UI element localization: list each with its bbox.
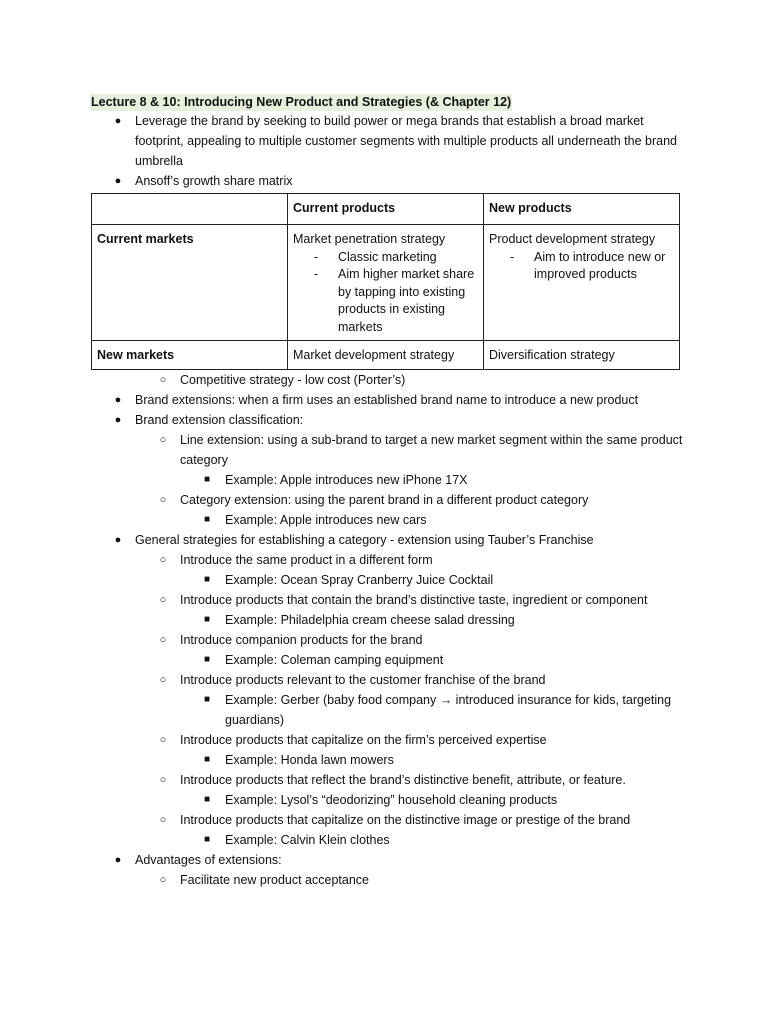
square-bullet-icon: ■ [203,473,211,485]
list-item: ○ Category extension: using the parent brand in a different product category [90,490,690,510]
square-bullet-icon: ■ [203,793,211,805]
square-bullet-icon: ■ [203,693,211,705]
bullet-icon: ● [114,413,122,426]
square-bullet-icon: ■ [203,753,211,765]
list-item: ■ Example: Philadelphia cream cheese salad dressing [90,610,690,630]
classification-list [90,430,690,470]
list-item: ○ Introduce products that capitalize on the distinctive image or prestige of the brand [90,810,690,830]
list-item: ○ Introduce the same product in a different form [90,550,690,570]
page-title: Lecture 8 & 10: Introducing New Product and Strategies (& Chapter 12) [91,95,512,109]
square-bullet-icon: ■ [203,653,211,665]
cell-list [489,249,674,284]
col-header-current-products: Current products [288,194,484,225]
list-item: ○ Introduce products that reflect the brand’s distinctive benefit, attribute, or feature. [90,770,690,790]
circle-bullet-icon: ○ [159,553,167,566]
square-bullet-icon: ■ [203,573,211,585]
list-item: ○ Facilitate new product acceptance [90,870,690,890]
list-item: ■ Example: Gerber (baby food company → introduced insurance for kids, targeting guardians) [90,690,690,730]
cell-title: Product development strategy [489,232,656,246]
bullet-icon: ● [114,533,122,546]
list-item: ● Brand extensions: when a firm uses an established brand name to introduce a new product [90,390,690,410]
circle-bullet-icon: ○ [159,373,167,386]
table-header-row [92,194,680,225]
circle-bullet-icon: ○ [159,773,167,786]
row-header-new-markets: New markets [92,341,288,370]
list-item: - Classic marketing [293,249,478,267]
list-item: ■ Example: Apple introduces new cars [90,510,690,530]
table-cell: Market development strategy [288,341,484,370]
table-row [92,341,680,370]
table-cell [484,225,680,341]
row-header-current-markets: Current markets [92,225,288,341]
list-item: ■ Example: Calvin Klein clothes [90,830,690,850]
cell-title: Market penetration strategy [293,232,446,246]
main-list [90,390,690,430]
list-item: ○ Competitive strategy - low cost (Porter’s) [90,370,690,390]
list-item: ■ Example: Coleman camping equipment [90,650,690,670]
document-page [90,94,690,890]
circle-bullet-icon: ○ [159,433,167,446]
square-bullet-icon: ■ [203,513,211,525]
list-item: ● Brand extension classification: [90,410,690,430]
ansoff-matrix-table [91,193,680,370]
list-item: ● Ansoff’s growth share matrix [90,171,690,191]
list-item: ○ Introduce products that capitalize on the firm’s perceived expertise [90,730,690,750]
list-item: - Aim higher market share by tapping into existing products in existing markets [314,267,475,334]
list-item: ○ Introduce companion products for the brand [90,630,690,650]
circle-bullet-icon: ○ [159,593,167,606]
list-item: ● Advantages of extensions: [90,850,690,870]
list-item: ○ Line extension: using a sub-brand to target a new market segment within the same product category [90,430,690,470]
list-item: ■ Example: Ocean Spray Cranberry Juice Cocktail [90,570,690,590]
circle-bullet-icon: ○ [159,633,167,646]
square-bullet-icon: ■ [203,833,211,845]
competitive-list [90,370,690,390]
circle-bullet-icon: ○ [159,813,167,826]
dash-icon: - [314,267,319,281]
circle-bullet-icon: ○ [159,493,167,506]
bullet-icon: ● [114,853,122,866]
bullet-icon: ● [114,175,122,187]
list-item: ● Leverage the brand by seeking to build power or mega brands that establish a broad market footprint, appealing to multiple customer segments with multiple products all underneath the brand umbrella [90,111,690,171]
table-cell [288,225,484,341]
list-item: ■ Example: Lysol’s “deodorizing” household cleaning products [90,790,690,810]
table-row [92,225,680,341]
list-item: ● General strategies for establishing a category - extension using Tauber’s Franchise [90,530,690,550]
dash-icon: - [510,249,515,264]
circle-bullet-icon: ○ [159,673,167,686]
list-item: - Aim to introduce new or improved products [510,249,666,281]
square-bullet-icon: ■ [203,613,211,625]
list-item: ○ Introduce products relevant to the customer franchise of the brand [90,670,690,690]
circle-bullet-icon: ○ [159,733,167,746]
list-item: ■ Example: Apple introduces new iPhone 17X [90,470,690,490]
dash-icon: - [314,249,319,264]
intro-list [90,111,690,191]
list-item: ■ Example: Honda lawn mowers [90,750,690,770]
list-item: ○ Introduce products that contain the brand’s distinctive taste, ingredient or component [90,590,690,610]
cell-list [293,249,478,337]
col-header-new-products: New products [484,194,680,225]
bullet-icon: ● [114,393,122,406]
circle-bullet-icon: ○ [159,873,167,886]
table-corner-cell [92,194,288,225]
bullet-icon: ● [114,115,122,127]
table-cell: Diversification strategy [484,341,680,370]
